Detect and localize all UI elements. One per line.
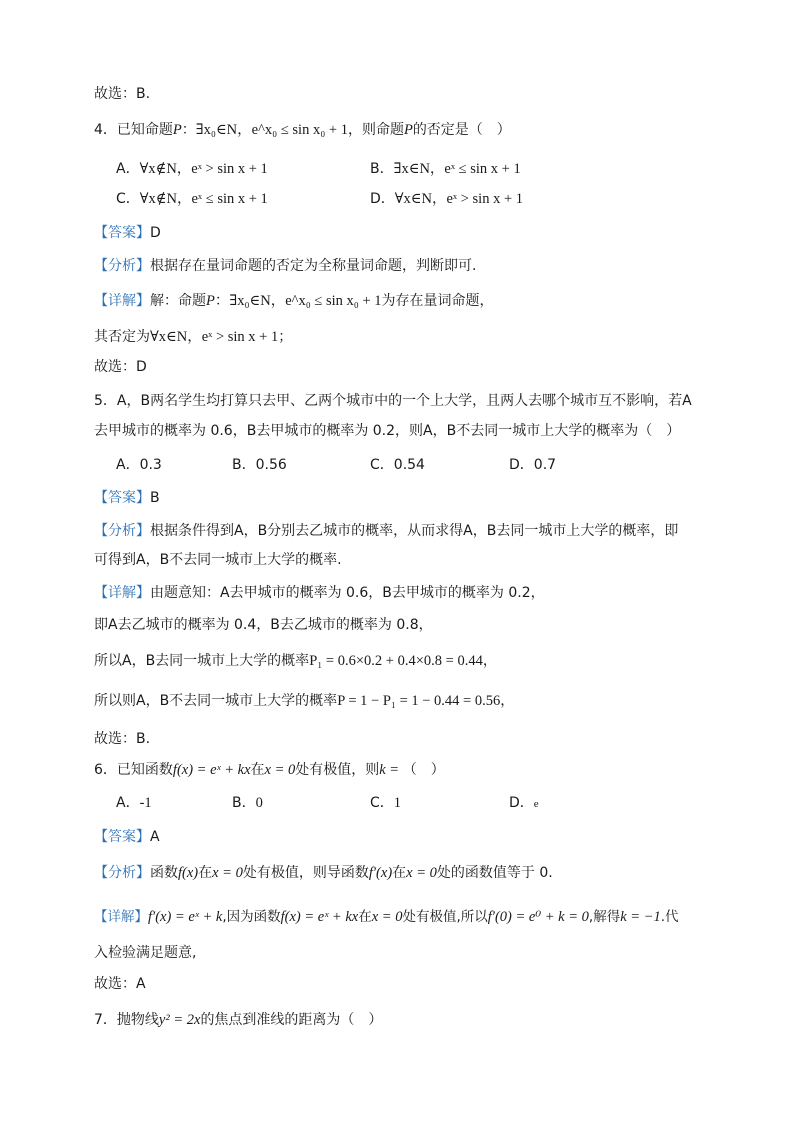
q6-option-a (116, 793, 152, 813)
q5-detail-line4 (94, 691, 514, 711)
q6-stem (94, 760, 445, 780)
q4-option-c (116, 189, 268, 209)
q6-detail-k: k = −1 (620, 909, 661, 925)
q5-detail-line2: 即A去乙城市的概率为 0.4，B去乙城市的概率为 0.8， (94, 617, 433, 633)
q7-stem (94, 1010, 382, 1030)
q6-detail: 【详解】f′(x) = eˣ + k,因为函数f(x) = eˣ + kx在x = 0处有极值,所以f′(0) = e⁰ + k = 0,解得k = −1.代 (94, 909, 679, 925)
q5-detail-line3 (94, 651, 497, 671)
q6-analysis-b: 在 (198, 865, 213, 881)
q5-option-d-label: D． (509, 457, 534, 473)
q5-analysis: 【分析】根据条件得到A，B分别去乙城市的概率，从而求得A，B去同一城市上大学的概率，即 (94, 523, 679, 539)
q4-detail2-prefix: 其否定为 (94, 329, 150, 345)
q4-detail-2 (94, 327, 292, 347)
q5-detail-tag: 详解 (108, 585, 136, 601)
q6-detail-f: f(x) = eˣ + kx (280, 909, 359, 925)
q4-option-d (370, 189, 523, 209)
q6-stem-formula: f(x) = eˣ + kx (172, 762, 251, 778)
q5-answer-tag: 答案 (108, 490, 136, 506)
q6-analysis-f: f(x) (178, 865, 199, 881)
q6-answer-tag: 答案 (108, 829, 136, 845)
q6-option-a-text: -1 (139, 795, 152, 811)
q6-option-d-text: e (533, 798, 539, 810)
q5-option-c-text: 0.54 (393, 457, 425, 473)
q4-answer: 【答案】D (94, 225, 161, 241)
q4-option-c-text: ∀x∉N，eˣ ≤ sin x + 1 (139, 191, 268, 207)
q4-detail: 【详解】解：命题P：∃x₀∈N，e^x₀ ≤ sin x₀ + 1为存在量词命题， (94, 293, 494, 309)
q4-option-a-text: ∀x∉N，eˣ > sin x + 1 (139, 161, 268, 177)
q6-analysis-a: 函数 (150, 865, 178, 881)
q6-option-a-label: A． (116, 795, 140, 811)
q6-option-b-text: 0 (255, 795, 263, 811)
q4-analysis: 【分析】根据存在量词命题的否定为全称量词命题，判断即可. (94, 258, 477, 274)
q5-detail4-prefix: 所以则A，B不去同一城市上大学的概率 (94, 693, 338, 709)
q6-detail-c: 处有极值,所以 (402, 909, 488, 925)
q4-detail-tag: 详解 (108, 293, 136, 309)
q4-option-d-label: D． (370, 191, 395, 207)
q4-stem-mid: ，则命题 (347, 122, 404, 138)
q4-detail2-formula: ∀x∈N，eˣ > sin x + 1 (150, 329, 279, 345)
q5-detail-line1: 由题意知：A去甲城市的概率为 0.6，B去甲城市的概率为 0.2， (150, 585, 545, 601)
q6-option-d-label: D． (509, 795, 534, 811)
q4-stem-formula: ∃x₀∈N，e^x₀ ≤ sin x₀ + 1 (195, 122, 348, 138)
q4-option-c-label: C． (116, 191, 140, 207)
q4-detail2-suffix: ； (278, 329, 293, 345)
q5-analysis-tag: 分析 (108, 523, 136, 539)
q4-stem-p: P (172, 122, 182, 138)
q6-detail-line2: 入检验满足题意, (94, 945, 197, 961)
q4-stem-colon: ： (181, 122, 196, 138)
q4-stem-p2: P (403, 122, 413, 138)
q4-option-a (116, 159, 268, 179)
q6-option-c (370, 793, 401, 813)
q4-choice: 故选：D (94, 359, 147, 375)
q4-detail-prefix: 解：命题 (150, 293, 206, 309)
q4-detail-formula: ：∃x₀∈N，e^x₀ ≤ sin x₀ + 1 (214, 293, 382, 309)
q6-stem-k: k = (379, 762, 403, 778)
q6-detail-fp0: f′(0) = e⁰ + k = 0 (487, 909, 589, 925)
q6-option-c-text: 1 (393, 795, 402, 811)
q7-stem-prefix: 7．抛物线 (94, 1012, 159, 1028)
q5-analysis-line2: 可得到A，B不去同一城市上大学的概率. (94, 552, 342, 568)
q6-option-b-label: B． (232, 795, 256, 811)
q6-detail-d: ,解得 (588, 909, 621, 925)
q5-option-b-label: B． (232, 457, 256, 473)
q6-stem-end: （ ） (402, 762, 445, 778)
q5-stem-line2: 去甲城市的概率为 0.6，B去甲城市的概率为 0.2，则A，B不去同一城市上大学的概率为（ ） (94, 423, 681, 439)
q6-analysis-x0b: x = 0 (406, 865, 437, 881)
q6-analysis-d: 在 (392, 865, 407, 881)
q4-detail-p: P (206, 293, 215, 309)
q5-option-c (370, 455, 425, 475)
q6-detail-b: 在 (358, 909, 372, 925)
q6-stem-prefix: 6．已知函数 (94, 762, 173, 778)
q5-option-a-text: 0.3 (139, 457, 162, 473)
q5-detail4-suffix: ， (500, 693, 515, 709)
q6-choice: 故选：A (94, 976, 146, 992)
q6-analysis-tag: 分析 (108, 865, 136, 881)
q4-analysis-text: 根据存在量词命题的否定为全称量词命题，判断即可. (150, 258, 477, 274)
q7-stem-suffix: 的焦点到准线的距离为（ ） (200, 1012, 383, 1028)
q4-option-b (370, 159, 521, 179)
q5-option-a-label: A． (116, 457, 140, 473)
q6-analysis-fp: f′(x) (368, 865, 393, 881)
q6-analysis-e: 处的函数值等于 0. (436, 865, 553, 881)
q5-stem-line1: 5．A，B两名学生均打算只去甲、乙两个城市中的一个上大学，且两人去哪个城市互不影响，若A (94, 393, 692, 409)
q6-analysis-x0: x = 0 (212, 865, 243, 881)
q5-detail3-formula: P₁ = 0.6×0.2 + 0.4×0.8 = 0.44 (309, 653, 483, 669)
q5-option-c-label: C． (370, 457, 394, 473)
q4-option-b-label: B． (370, 161, 394, 177)
q6-answer: 【答案】A (94, 829, 160, 845)
q6-option-c-label: C． (370, 795, 394, 811)
q4-answer-tag: 答案 (108, 225, 136, 241)
q5-choice: 故选：B. (94, 731, 151, 747)
q5-detail3-suffix: ， (482, 653, 497, 669)
q4-stem-suffix: 的否定是（ ） (412, 122, 511, 138)
q6-analysis: 【分析】函数f(x)在x = 0处有极值，则导函数f′(x)在x = 0处的函数值等于 0. (94, 865, 553, 881)
q6-detail-a: ,因为函数 (222, 909, 281, 925)
q5-option-d (509, 455, 556, 475)
q4-option-d-text: ∀x∈N，eˣ > sin x + 1 (394, 191, 524, 207)
q4-stem-prefix: 4．已知命题 (94, 122, 173, 138)
q4-analysis-tag: 分析 (108, 258, 136, 274)
q5-analysis-line1: 根据条件得到A，B分别去乙城市的概率，从而求得A，B去同一城市上大学的概率，即 (150, 523, 679, 539)
q6-analysis-c: 处有极值，则导函数 (242, 865, 369, 881)
q4-option-a-label: A． (116, 161, 140, 177)
q6-answer-value: A (150, 829, 160, 845)
q5-answer: 【答案】B (94, 490, 160, 506)
q5-option-b-text: 0.56 (255, 457, 287, 473)
q6-detail-e: .代 (660, 909, 679, 925)
q5-answer-value: B (150, 490, 160, 506)
q4-detail-suffix: 为存在量词命题， (381, 293, 494, 309)
q6-stem-mid: 在 (250, 762, 265, 778)
q5-option-a (116, 455, 162, 475)
q6-detail-x0: x = 0 (371, 909, 403, 925)
q3-choice: 故选：B. (94, 86, 151, 102)
q6-option-b (232, 793, 263, 813)
q6-detail-tag: 详解 (107, 909, 135, 925)
q4-option-b-text: ∃x∈N，eˣ ≤ sin x + 1 (393, 161, 521, 177)
q5-detail: 【详解】由题意知：A去甲城市的概率为 0.6，B去甲城市的概率为 0.2， (94, 585, 545, 601)
q4-stem (94, 120, 511, 140)
q5-option-b (232, 455, 287, 475)
q4-answer-value: D (150, 225, 161, 241)
q6-stem-suffix: 处有极值，则 (295, 762, 380, 778)
q5-detail4-formula: P = 1 − P₁ = 1 − 0.44 = 0.56 (337, 693, 501, 709)
q6-detail-fp: f′(x) = eˣ + k (148, 909, 223, 925)
q5-detail3-prefix: 所以A，B去同一城市上大学的概率 (94, 653, 310, 669)
q6-option-d (509, 793, 539, 814)
q7-stem-formula: y² = 2x (158, 1012, 201, 1028)
q5-option-d-text: 0.7 (533, 457, 557, 473)
q6-stem-x0: x = 0 (264, 762, 296, 778)
